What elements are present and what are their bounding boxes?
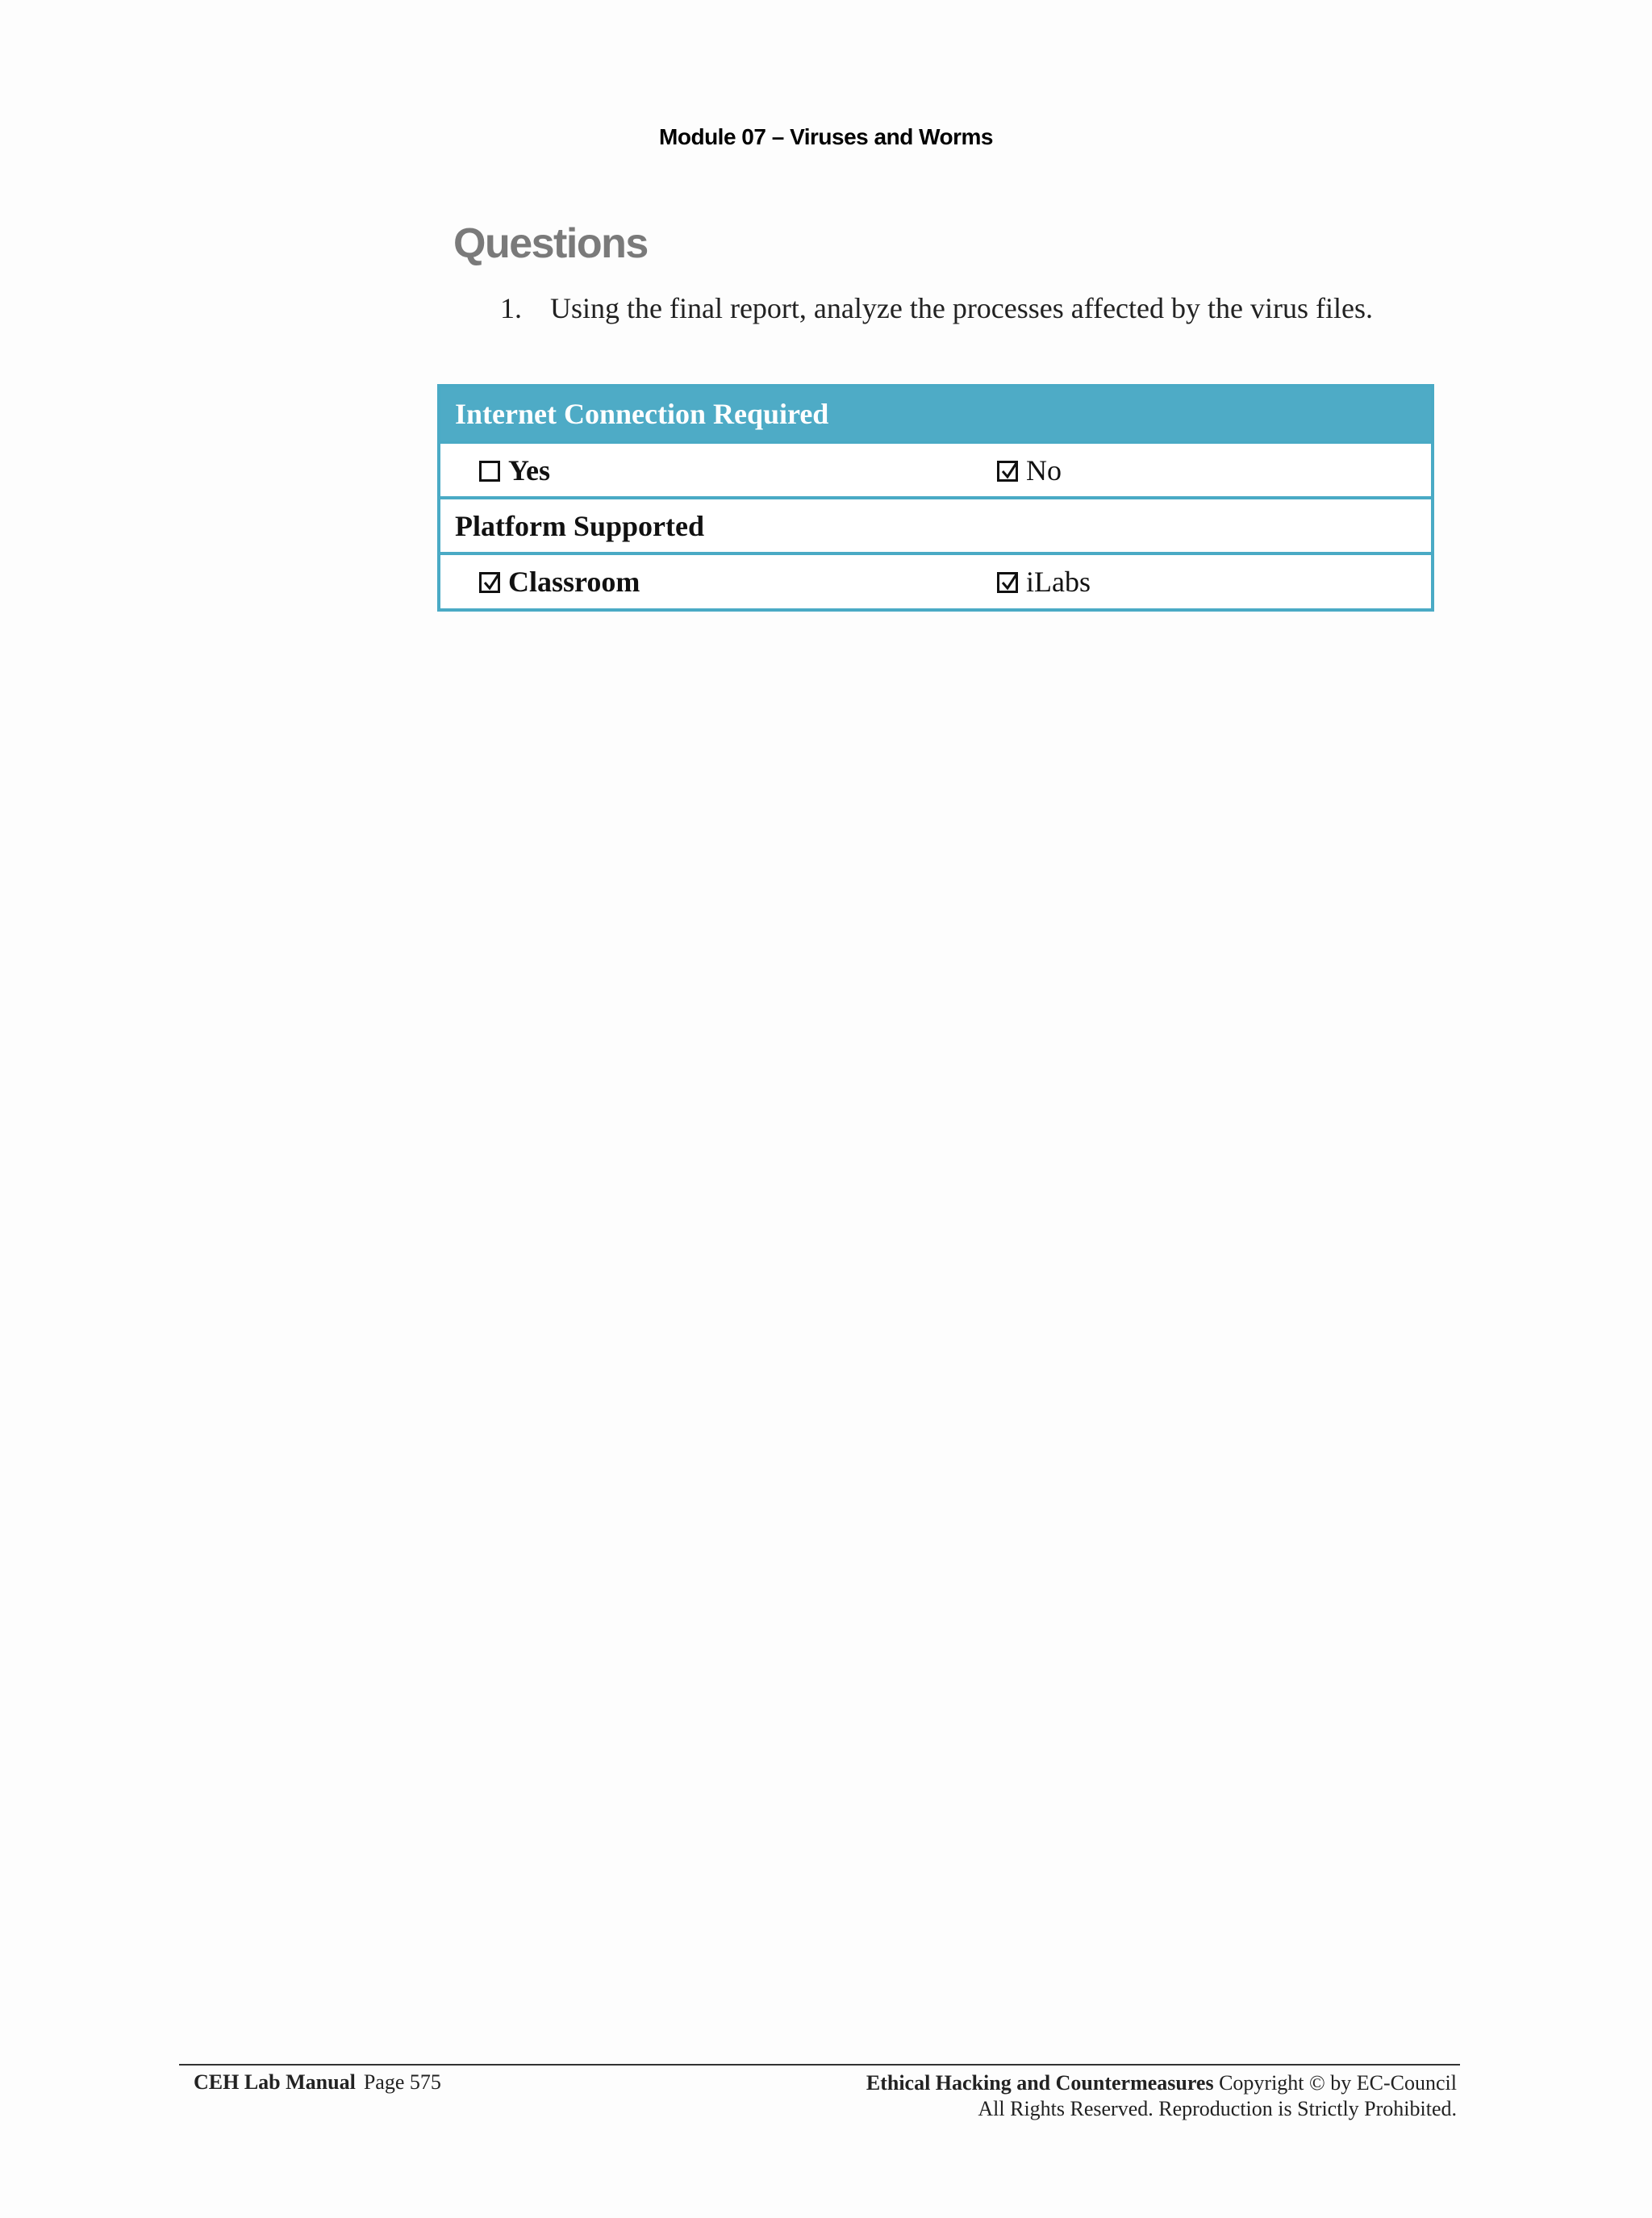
platform-options-row — [440, 555, 1431, 608]
footer-divider — [179, 2064, 1460, 2066]
footer-manual-label: CEH Lab Manual — [194, 2070, 356, 2094]
internet-connection-title: Internet Connection Required — [455, 398, 829, 430]
module-header: Module 07 – Viruses and Worms — [659, 124, 993, 149]
option-ilabs — [997, 555, 1091, 608]
platform-supported-title: Platform Supported — [455, 510, 704, 542]
option-yes — [479, 444, 550, 497]
checked-box-icon — [997, 572, 1018, 593]
platform-header-row — [440, 499, 1431, 555]
requirements-table — [437, 384, 1434, 612]
internet-header-row — [440, 387, 1431, 444]
option-yes-label: Yes — [508, 454, 550, 487]
checked-box-icon — [997, 461, 1018, 482]
footer-page-info — [194, 2070, 441, 2095]
question-text: Using the final report, analyze the processes affected by the virus files. — [550, 292, 1373, 324]
option-no — [997, 444, 1062, 497]
section-title: Questions — [453, 220, 648, 267]
question-number: 1. — [500, 292, 522, 324]
question-list — [500, 294, 1373, 323]
footer-copyright-text: Copyright © by EC-Council — [1219, 2071, 1457, 2095]
option-classroom-label: Classroom — [508, 566, 640, 598]
footer-rights-text: All Rights Reserved. Reproduction is Strictly Prohibited. — [978, 2097, 1457, 2120]
option-no-label: No — [1026, 454, 1062, 487]
footer-copyright-line — [866, 2070, 1457, 2096]
footer-page-number: Page 575 — [363, 2070, 441, 2094]
footer-copyright — [866, 2070, 1457, 2122]
option-classroom — [479, 555, 640, 608]
checked-box-icon — [479, 572, 500, 593]
footer-course-title: Ethical Hacking and Countermeasures — [866, 2071, 1214, 2095]
option-ilabs-label: iLabs — [1026, 566, 1091, 598]
unchecked-box-icon — [479, 461, 500, 482]
question-item — [500, 294, 1373, 323]
internet-options-row — [440, 444, 1431, 499]
